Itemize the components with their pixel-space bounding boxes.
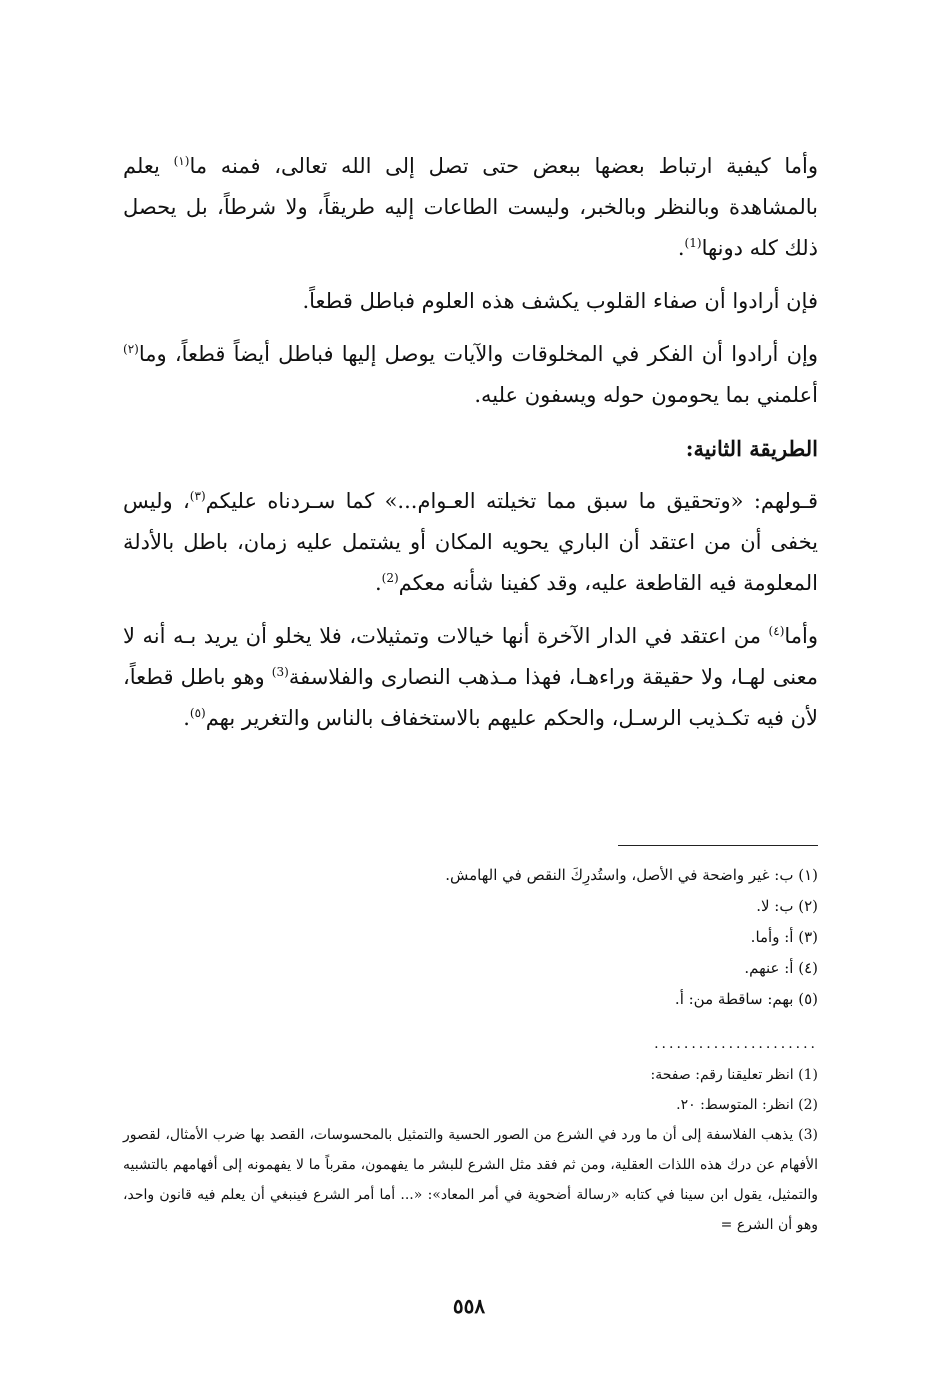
footnote-ref: (3)	[271, 665, 289, 679]
footnote-item: (٢) ب: لا.	[756, 897, 818, 915]
footnote-item: (٤) أ: عنهم.	[744, 959, 818, 977]
paragraph-2: فإن أرادوا أن صفاء القلوب يكشف هذه العلوم فباطل قطعاً.	[302, 289, 818, 313]
footnote-ref: (٣)	[189, 489, 206, 503]
footnotes-manuscript	[123, 860, 818, 1015]
footnote-item: (٥) بهم: ساقطة من: أ.	[674, 990, 818, 1008]
paragraph-5: وأما$^{(٤)}$ من اعتقد في الدار الآخرة أنها خيالات وتمثيلات، فلا يخلو أن يريد بـه أنه لا معنى لهـا، ولا حقيقة وراءهـا، فهذا مـذهب النصارى والفلاسفة$^{(3)}$ وهو باطل قطعاً، لأن فيه تكـذيب الرسـل، والحكم عليهم بالاستخفاف بالناس والتغرير بهم$^{(٥)}$.	[123, 624, 818, 730]
footnotes-editor	[123, 1060, 818, 1240]
footnote-ref: (١)	[173, 154, 190, 168]
paragraph-4: قـولهم: «وتحقيق ما سبق مما تخيلته العـوام...» كما سـردناه عليكم$^{(٣)}$، وليس يخفى أن من اعتقد أن الباري يحويه المكان أو يشتمل عليه زمان، باطل بالأدلة المعلومة فيه القاطعة عليه، وقد كفينا شأنه معكم$^{(2)}$.	[123, 489, 818, 595]
paragraph-3: وإن أرادوا أن الفكر في المخلوقات والآيات يوصل إليها فباطل أيضاً قطعاً، وما$^{(٢)}$ أعلمني بما يحومون حوله ويسفون عليه.	[123, 342, 818, 407]
dotted-separator: ......................	[654, 1036, 818, 1052]
footnote-ref: (1)	[684, 236, 702, 250]
footnote-item: (3) يذهب الفلاسفة إلى أن ما ورد في الشرع من الصور الحسية والتمثيل بالمحسوسات، القصد بها ضرب الأمثال، لقصور الأفهام عن درك هذه اللذات العقلية، ومن ثم فقد مثل الشرع للبشر ما يفهمون، مقرباً ما لا يفهمونه إلى أفهامهم بالتشبيه والتمثيل، يقول ابن سينا في كتابه «رسالة أضحوية في أمر المعاد»: «... أما أمر الشرع فينبغي أن يعلم فيه قانون واحد، وهو أن الشرع =	[123, 1127, 818, 1233]
section-heading: الطريقة الثانية:	[685, 436, 818, 461]
paragraph-1: وأما كيفية ارتباط بعضها ببعض حتى تصل إلى الله تعالى، فمنه ما$^{(١)}$ يعلم بالمشاهدة وبالنظر وبالخبر، وليست الطاعات إليه طريقاً، ولا شرطاً، بل يحصل ذلك كله دونها$^{(1)}$.	[123, 154, 818, 260]
footnote-item: (1) انظر تعليقنا رقم: صفحة:	[650, 1067, 818, 1083]
footnote-ref: (٤)	[768, 624, 785, 638]
main-text	[123, 146, 818, 751]
footnote-item: (2) انظر: المتوسط: ٢٠.	[676, 1097, 818, 1113]
footnote-ref: (٢)	[123, 342, 139, 356]
footnote-ref: (٥)	[189, 706, 206, 720]
footnote-item: (١) ب: غير واضحة في الأصل، واستُدرِكَ النقص في الهامش.	[445, 866, 818, 884]
footnote-ref: (2)	[381, 571, 399, 585]
footnote-divider	[618, 845, 818, 846]
page-number: ٥٥٨	[452, 1294, 486, 1318]
footnote-item: (٣) أ: وأما.	[750, 928, 818, 946]
